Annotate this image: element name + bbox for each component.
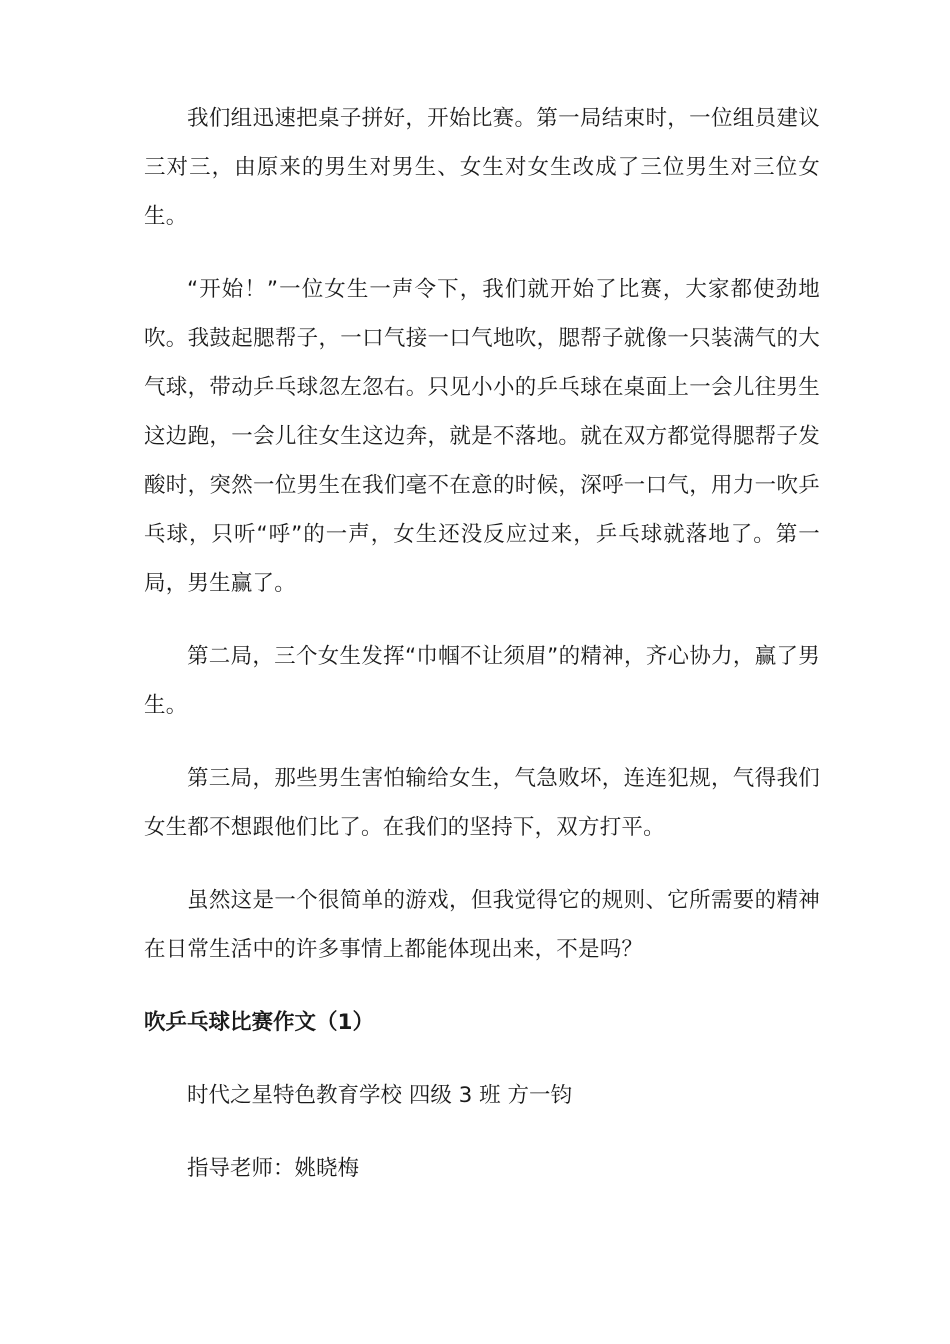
author-line: 时代之星特色教育学校 四级 3 班 方一钧 <box>187 1083 573 1108</box>
paragraph-1: 我们组迅速把桌子拼好，开始比赛。第一局结束时，一位组员建议三对三，由原来的男生对男生、女生对女生改成了三位男生对三位女生。 <box>144 106 820 229</box>
essay-heading: 吹乒乓球比赛作文（1） <box>144 1010 374 1035</box>
paragraph-2: “开始！”一位女生一声令下，我们就开始了比赛，大家都使劲地吹。我鼓起腮帮子，一口气接一口气地吹，腮帮子就像一只装满气的大气球，带动乒乓球忽左忽右。只见小小的乒乓球在桌面上一会儿往男生这边跑，一会儿往女生这边奔，就是不落地。就在双方都觉得腮帮子发酸时，突然一位男生在我们毫不在意的时候，深呼一口气，用力一吹乒乓球，只听“呼”的一声，女生还没反应过来，乒乓球就落地了。第一局，男生赢了。 <box>144 277 820 596</box>
teacher-line: 指导老师：姚晓梅 <box>187 1156 360 1181</box>
paragraph-3: 第二局，三个女生发挥“巾帼不让须眉”的精神，齐心协力，赢了男生。 <box>144 644 820 718</box>
document-page <box>144 94 820 1217</box>
paragraph-5: 虽然这是一个很简单的游戏，但我觉得它的规则、它所需要的精神在日常生活中的许多事情上都能体现出来，不是吗？ <box>144 888 820 962</box>
paragraph-4: 第三局，那些男生害怕输给女生，气急败坏，连连犯规，气得我们女生都不想跟他们比了。在我们的坚持下，双方打平。 <box>144 766 820 840</box>
